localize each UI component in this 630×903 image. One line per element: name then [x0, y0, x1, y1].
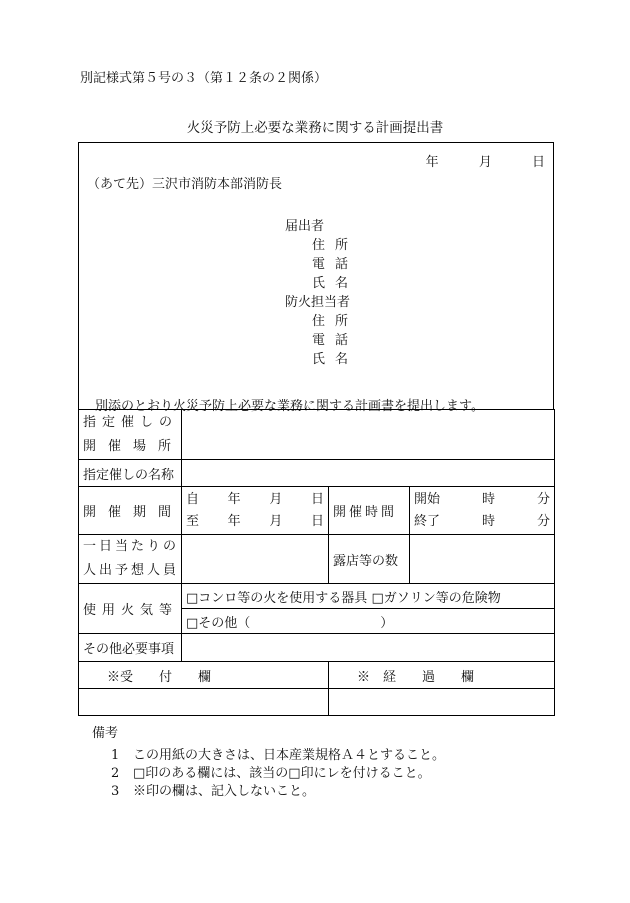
option-other-checkbox[interactable]: □その他（ ） [182, 609, 555, 634]
period-value[interactable]: 自 年 月 日 至 年 月 日 [182, 487, 329, 535]
option-stove-checkbox[interactable]: □コンロ等の火を使用する器具 [186, 590, 368, 606]
reception-value [79, 689, 329, 716]
event-name-value[interactable] [182, 460, 555, 487]
venue-value[interactable] [182, 410, 555, 460]
submitter-address: 住所 [312, 238, 359, 253]
date-month: 月 [478, 155, 492, 170]
attendance-value[interactable] [182, 535, 329, 584]
period-row [79, 487, 555, 535]
venue-label: 指定催しの 開催場所 [79, 410, 182, 460]
venue-row [79, 410, 555, 460]
addressee: （あて先）三沢市消防本部消防長 [87, 177, 283, 192]
stalls-value[interactable] [410, 535, 555, 584]
submitter-label: 届出者 [285, 219, 325, 234]
stalls-label: 露店等の数 [329, 535, 410, 584]
note-item: 2 □印のある欄には、該当の□印にレを付けること。 [111, 766, 431, 781]
reception-label: ※受 付 欄 [79, 662, 329, 689]
event-name-label: 指定催しの名称 [79, 460, 182, 487]
progress-value [329, 689, 555, 716]
option-gasoline-checkbox[interactable]: □ガソリン等の危険物 [371, 590, 501, 606]
note-item: 1 この用紙の大きさは、日本産業規格Ａ４とすること。 [111, 748, 446, 763]
fire-officer-address: 住所 [312, 314, 359, 329]
fire-officer-phone: 電話 [312, 333, 359, 348]
other-required-row [79, 634, 555, 662]
attendance-label: 一日当たりの 人出予想人員 [79, 535, 182, 584]
fire-use-label: 使用火気等 [79, 584, 182, 634]
time-label: 開催時間 [329, 487, 410, 535]
office-use-header-row [79, 662, 555, 689]
notes-title: 備考 [92, 726, 119, 741]
fire-use-options [182, 584, 555, 609]
progress-label: ※ 経 過 欄 [329, 662, 555, 689]
date-line [426, 151, 545, 170]
submitter-name: 氏名 [312, 276, 359, 291]
fire-officer-name: 氏名 [312, 352, 359, 367]
office-use-value-row [79, 689, 555, 716]
period-label: 開催期間 [79, 487, 182, 535]
form-number: 別記様式第５号の３（第１２条の２関係） [80, 71, 328, 86]
note-item: 3 ※印の欄は、記入しないこと。 [111, 784, 316, 799]
fire-use-row-1 [79, 584, 555, 609]
time-value[interactable]: 開始 時 分 終了 時 分 [410, 487, 555, 535]
other-required-label: その他必要事項 [79, 634, 182, 662]
date-day: 日 [531, 155, 545, 170]
other-required-value[interactable] [182, 634, 555, 662]
date-year: 年 [425, 155, 439, 170]
attendance-row [79, 535, 555, 584]
submitter-phone: 電話 [312, 257, 359, 272]
details-table [78, 409, 555, 716]
event-name-row [79, 460, 555, 487]
submission-statement: 別添のとおり火災予防上必要な業務に関する計画書を提出します。 [95, 399, 484, 414]
header-section [78, 142, 554, 414]
fire-officer-label: 防火担当者 [285, 295, 351, 310]
document-title: 火災予防上必要な業務に関する計画提出書 [186, 120, 444, 136]
